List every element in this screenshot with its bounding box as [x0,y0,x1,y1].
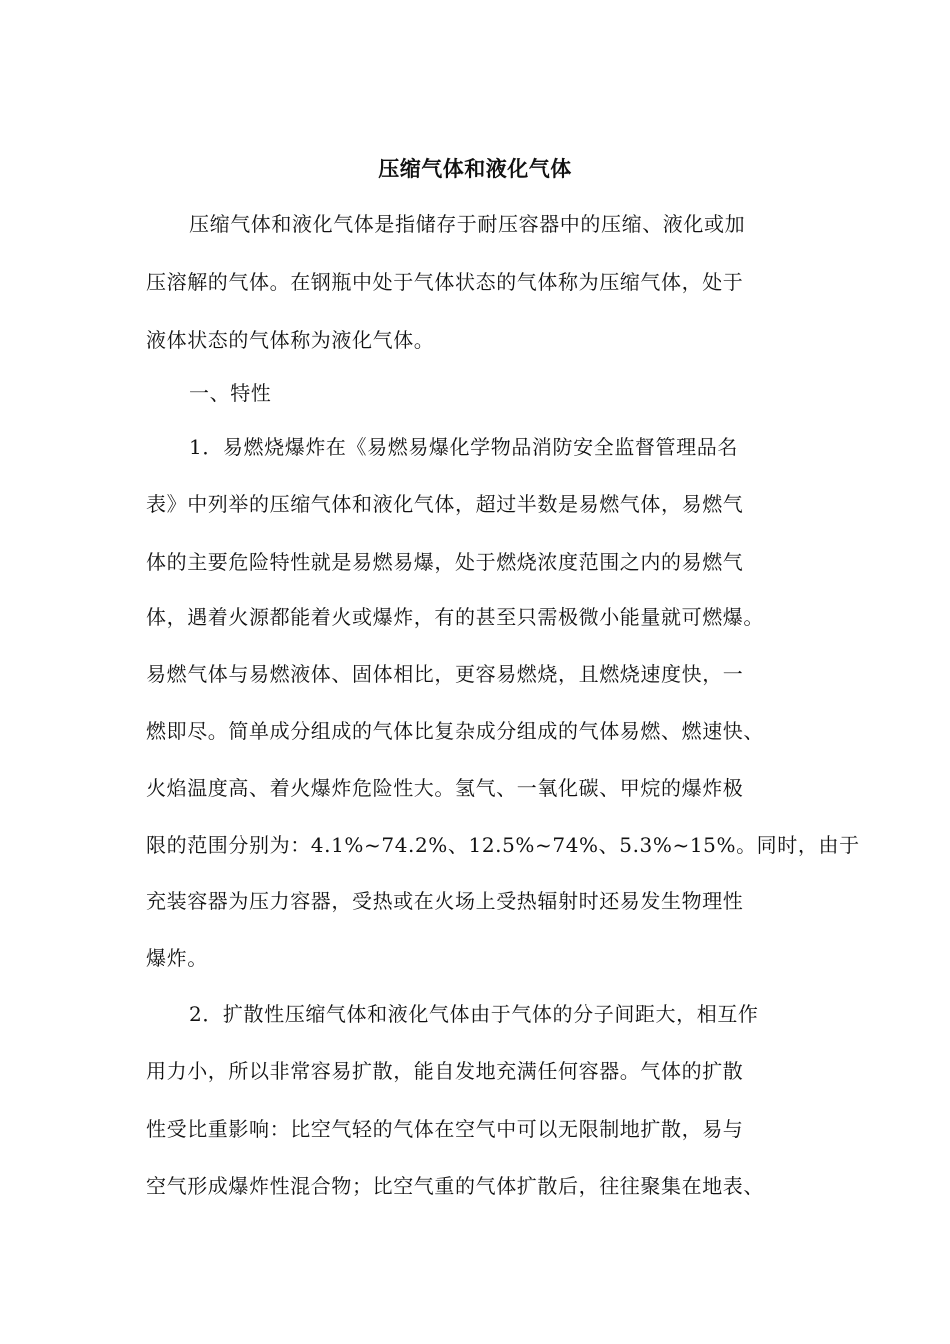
paragraph-line: 充装容器为压力容器，受热或在火场上受热辐射时还易发生物理性 [146,889,744,913]
section-heading: 一、特性 [189,381,272,405]
paragraph-line: 2．扩散性压缩气体和液化气体由于气体的分子间距大，相互作 [189,1002,759,1026]
paragraph-line: 爆炸。 [146,946,208,970]
paragraph-line: 体的主要危险特性就是易燃易爆，处于燃烧浓度范围之内的易燃气 [146,550,744,574]
paragraph-line: 压溶解的气体。在钢瓶中处于气体状态的气体称为压缩气体，处于 [146,270,744,294]
paragraph-line: 限的范围分别为：4.1%~74.2%、12.5%~74%、5.3%~15%。同时，由于 [146,833,860,857]
paragraph-line: 燃即尽。简单成分组成的气体比复杂成分组成的气体易燃、燃速快、 [146,719,764,743]
paragraph-line: 性受比重影响：比空气轻的气体在空气中可以无限制地扩散，易与 [146,1117,744,1141]
paragraph-line: 体，遇着火源都能着火或爆炸，有的甚至只需极微小能量就可燃爆。 [146,605,764,629]
paragraph-line: 火焰温度高、着火爆炸危险性大。氢气、一氧化碳、甲烷的爆炸极 [146,776,744,800]
paragraph-line: 1．易燃烧爆炸在《易燃易爆化学物品消防安全监督管理品名 [189,435,738,459]
paragraph-line: 液体状态的气体称为液化气体。 [146,328,435,352]
paragraph-line: 用力小，所以非常容易扩散，能自发地充满任何容器。气体的扩散 [146,1059,744,1083]
paragraph-line: 易燃气体与易燃液体、固体相比，更容易燃烧，且燃烧速度快，一 [146,662,744,686]
paragraph-line: 表》中列举的压缩气体和液化气体，超过半数是易燃气体，易燃气 [146,492,744,516]
page-title: 压缩气体和液化气体 [378,156,572,181]
paragraph-line: 空气形成爆炸性混合物；比空气重的气体扩散后，往往聚集在地表、 [146,1174,764,1198]
paragraph-line: 压缩气体和液化气体是指储存于耐压容器中的压缩、液化或加 [189,212,746,236]
